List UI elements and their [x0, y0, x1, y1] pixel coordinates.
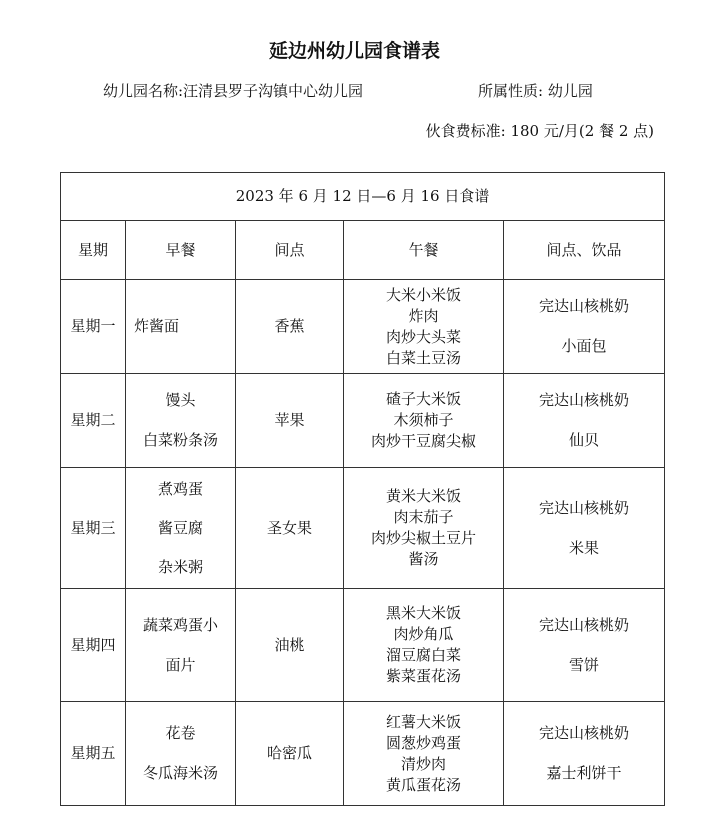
- lunch-item: 肉炒大头菜: [385, 327, 461, 346]
- breakfast-item: 炸酱面: [134, 317, 180, 335]
- lunch-item: 白菜土豆汤: [385, 348, 461, 367]
- date-range: 2023 年 6 月 12 日—6 月 16 日食谱: [61, 173, 665, 221]
- lunch-item: 黄米大米饭: [385, 487, 461, 505]
- day-cell: 星期三: [61, 468, 126, 589]
- lunch-item: 红薯大米饭: [385, 712, 461, 731]
- breakfast-item: 花卷: [165, 724, 196, 742]
- snack-cell: 油桃: [236, 589, 344, 702]
- breakfast-item: 冬瓜海米汤: [142, 764, 218, 782]
- lunch-item: 肉炒干豆腐尖椒: [370, 432, 476, 450]
- breakfast-cell: [126, 468, 236, 589]
- breakfast-item: 白菜粉条汤: [142, 431, 218, 449]
- drink-item: 雪饼: [569, 655, 600, 674]
- breakfast-item: 煮鸡蛋: [157, 479, 203, 498]
- lunch-item: 碴子大米饭: [385, 390, 461, 408]
- lunch-cell: [344, 468, 504, 589]
- drink-cell: [504, 702, 665, 806]
- table-row: [61, 589, 665, 702]
- kindergarten-name: 幼儿园名称:汪清县罗子沟镇中心幼儿园: [103, 82, 364, 100]
- lunch-item: 肉炒角瓜: [393, 625, 454, 643]
- lunch-item: 清炒肉: [400, 754, 446, 773]
- table-row: [61, 280, 665, 374]
- lunch-item: 大米小米饭: [385, 285, 461, 304]
- breakfast-cell: [126, 702, 236, 806]
- table-row: [61, 468, 665, 589]
- drink-cell: [504, 468, 665, 589]
- drink-item: 仙贝: [569, 431, 600, 449]
- breakfast-item: 面片: [165, 655, 196, 674]
- drink-item: 完达山核桃奶: [539, 724, 630, 742]
- header-drink: 间点、饮品: [504, 221, 665, 280]
- lunch-item: 黄瓜蛋花汤: [385, 775, 461, 794]
- table-row: [61, 702, 665, 806]
- drink-cell: [504, 589, 665, 702]
- breakfast-item: 蔬菜鸡蛋小: [142, 615, 218, 634]
- snack-cell: 圣女果: [236, 468, 344, 589]
- drink-item: 完达山核桃奶: [539, 615, 630, 634]
- kindergarten-nature: 所属性质: 幼儿园: [478, 82, 593, 100]
- lunch-item: 黑米大米饭: [385, 604, 461, 622]
- breakfast-cell: [126, 374, 236, 468]
- lunch-cell: [344, 374, 504, 468]
- breakfast-item: 馒头: [165, 391, 196, 409]
- snack-cell: 香蕉: [236, 280, 344, 374]
- breakfast-item: 酱豆腐: [157, 518, 203, 537]
- table-row: [61, 374, 665, 468]
- header-breakfast: 早餐: [126, 221, 236, 280]
- day-cell: 星期四: [61, 589, 126, 702]
- header-snack: 间点: [236, 221, 344, 280]
- drink-item: 完达山核桃奶: [539, 391, 630, 409]
- drink-item: 完达山核桃奶: [539, 297, 630, 315]
- drink-item: 完达山核桃奶: [539, 498, 630, 517]
- lunch-item: 炸肉: [408, 306, 439, 325]
- drink-cell: [504, 374, 665, 468]
- menu-table: [60, 172, 665, 806]
- lunch-cell: [344, 280, 504, 374]
- drink-cell: [504, 280, 665, 374]
- header-row: [61, 221, 665, 280]
- snack-cell: 苹果: [236, 374, 344, 468]
- lunch-item: 肉炒尖椒土豆片: [370, 529, 476, 547]
- drink-item: 嘉士利饼干: [546, 764, 622, 782]
- date-range-row: [61, 173, 665, 221]
- lunch-item: 肉末茄子: [393, 508, 454, 526]
- lunch-cell: [344, 589, 504, 702]
- drink-item: 小面包: [561, 337, 607, 355]
- lunch-item: 木须柿子: [393, 411, 454, 429]
- day-cell: 星期五: [61, 702, 126, 806]
- day-cell: 星期一: [61, 280, 126, 374]
- snack-cell: 哈密瓜: [236, 702, 344, 806]
- lunch-item: 溜豆腐白菜: [385, 646, 461, 664]
- lunch-item: 紫菜蛋花汤: [385, 667, 461, 685]
- day-cell: 星期二: [61, 374, 126, 468]
- meal-fee-standard: 伙食费标准: 180 元/月(2 餐 2 点): [425, 122, 654, 140]
- lunch-cell: [344, 702, 504, 806]
- header-lunch: 午餐: [344, 221, 504, 280]
- breakfast-cell: [126, 280, 236, 374]
- page-title: 延边州幼儿园食谱表: [268, 40, 440, 62]
- breakfast-cell: [126, 589, 236, 702]
- drink-item: 米果: [569, 538, 600, 557]
- breakfast-item: 杂米粥: [157, 557, 203, 576]
- lunch-item: 酱汤: [408, 550, 439, 568]
- lunch-item: 圆葱炒鸡蛋: [385, 733, 461, 752]
- header-day: 星期: [61, 221, 126, 280]
